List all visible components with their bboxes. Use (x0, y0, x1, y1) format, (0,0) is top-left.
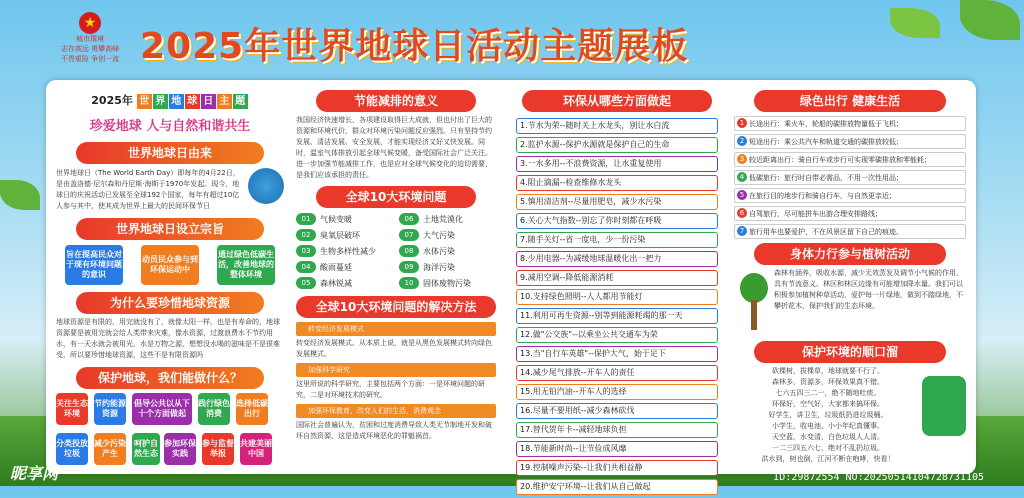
problem-label: 土地荒漠化 (423, 214, 463, 224)
action-chip: 参与监督举报 (202, 433, 234, 465)
rhyme-line: 森林多，资源多，环保效果真不错。 (772, 378, 884, 386)
problem-label: 酸雨蔓延 (320, 262, 352, 272)
party-logo (60, 12, 120, 72)
goal-chip: 旨在提高民众对于现有环境问题的意识 (65, 245, 123, 285)
action-chip: 践行绿色消费 (198, 393, 230, 425)
protection-item: 6.关心大气指数--别忘了你时刻都在呼吸 (516, 213, 718, 229)
problem-label: 大气污染 (423, 230, 455, 240)
green-travel-text: 短途出行：乘公共汽车和轨道交通的碳排放较低； (749, 138, 903, 146)
green-travel-text: 较近距离出行：骑自行车或步行可实现零碳排放和零能耗； (749, 156, 931, 164)
protection-item: 17.替代贺年卡--减轻地球负担 (516, 422, 718, 438)
page-title: 2025年世界地球日活动主题展板 (140, 26, 689, 67)
protection-item: 9.减用空调--降低能源消耗 (516, 270, 718, 286)
problem-item (296, 243, 393, 259)
rhyme-line: 好学生，讲卫生，垃圾纸扔进垃圾桶。 (768, 411, 888, 419)
green-travel-item (734, 134, 966, 149)
problem-number: 08 (399, 245, 419, 257)
goal-chip: 通过绿色低碳生活，改善地球的整体环境 (217, 245, 275, 285)
section-title: 全球10大环境问题 (316, 186, 476, 208)
green-travel-item (734, 188, 966, 203)
problem-number: 05 (296, 277, 316, 289)
problem-number: 04 (296, 261, 316, 273)
protection-item: 7.随手关灯--省一度电，少一份污染 (516, 232, 718, 248)
green-travel-text: 自驾旅行，尽可能拼车出游合理安排路线； (749, 210, 882, 218)
energy-text: 我国经济快速增长，各项建设取得巨大成就，但也付出了巨大的资源和环境代价，群众对环境污染问题反应强烈。只有坚持节约发展、清洁发展、安全发展，才能实现经济又好又快发展。同时，温室气体排放引起全球气候变暖，备受国际社会广泛关注。进一步加强节能减排工作，也是应对全球气候变化的迫切需要，是我们应该承担的责任。 (296, 116, 492, 179)
column-protection (516, 80, 718, 498)
protection-item: 12.做"公交族"--以乘坐公共交通车为荣 (516, 327, 718, 343)
date-title-char: 主 (217, 94, 232, 109)
globe-icon (248, 168, 284, 204)
origin-text: 世界地球日（The World Earth Day）即每年的4月22日，是由盖洛德·尼尔森和丹尼斯·海斯于1970年发起。现今，地球日的庆祝活动已发展至全球192个国家，每年有超过10亿人参与其中，使其成为世界上最大的民间环保节日 (56, 169, 240, 210)
solution-text: 这里所说的科学研究，主要包括两个方面：一是环境问题的研究，二是对环境技术的研究。 (296, 380, 485, 399)
problem-item (399, 243, 496, 259)
section-title: 世界地球日设立宗旨 (76, 218, 264, 240)
protection-item: 13.当"自行车英雄"--保护大气，始于足下 (516, 346, 718, 362)
problem-item (399, 211, 496, 227)
theme-slogan: 珍爱地球 人与自然和谐共生 (89, 119, 251, 134)
protection-item: 11.利用可再生资源--别等到能源耗竭的那一天 (516, 308, 718, 324)
rhyme-line: 砍棵树，拔棵草，地球就要不行了。 (772, 367, 884, 375)
date-title-char: 题 (233, 94, 248, 109)
solution-text: 国际社会普遍认为，贫困和过度消费导致人类无节制地开发和破坏自然资源，这是造成环境恶化的罪魁祸首。 (296, 421, 492, 440)
section-title: 世界地球日由来 (76, 142, 264, 164)
problem-number: 09 (399, 261, 419, 273)
rhyme-line: 一二三四五六七，绝对不乱扔垃圾。 (772, 444, 884, 452)
problem-item (296, 275, 393, 291)
protection-item: 2.监护水源--保护水源就是保护自己的生命 (516, 137, 718, 153)
protection-item: 3.一水多用--不浪费资源，让水重复使用 (516, 156, 718, 172)
action-grid (56, 393, 284, 473)
action-chip: 关注生态环境 (56, 393, 88, 425)
section-title: 全球10大环境问题的解决方法 (296, 296, 496, 318)
column-origin (56, 80, 284, 473)
item-number-icon: 6 (737, 208, 747, 218)
solution-title: 加强环保教育，改变人们的生活、消费观念 (296, 404, 496, 418)
date-title-char: 世 (137, 94, 152, 109)
logo-slogan: 志存高远 勇攀高峰 (60, 45, 120, 53)
goal-chip: 动员民众参与到环保运动中 (141, 245, 199, 285)
rhyme-list (734, 366, 922, 465)
problem-item (399, 275, 496, 291)
green-travel-list (734, 116, 966, 239)
star-icon: ★ (79, 12, 101, 34)
green-travel-text: 旅行用车也要爱护，不在风景区留下自己的痕迹。 (749, 228, 903, 236)
green-travel-item (734, 116, 966, 131)
problem-label: 生物多样性减少 (320, 246, 376, 256)
item-number-icon: 3 (737, 154, 747, 164)
problem-number: 10 (399, 277, 419, 289)
date-title (56, 92, 284, 109)
problem-label: 森林锐减 (320, 278, 352, 288)
problem-label: 海洋污染 (423, 262, 455, 272)
protection-item: 18.节能新时尚--让节俭成风靡 (516, 441, 718, 457)
item-number-icon: 5 (737, 190, 747, 200)
date-title-char: 界 (153, 94, 168, 109)
action-chip: 参加环保实践 (164, 433, 196, 465)
section-title: 为什么要珍惜地球资源 (76, 292, 264, 314)
rhyme-line: 七六五四三二一，绝不随地吐痰。 (775, 389, 881, 397)
section-title: 节能减排的意义 (316, 90, 476, 112)
green-travel-text: 在旅行目的地步行和骑自行车，与自然更亲近； (749, 192, 896, 200)
image-id: ID:29872554 NO:20250514104728731105 (773, 472, 984, 483)
rhyme-line: 环保好，空气好，大家都来搞环保。 (772, 400, 884, 408)
section-title: 环保从哪些方面做起 (522, 90, 712, 112)
problem-label: 水体污染 (423, 246, 455, 256)
rhyme-line: 小学生，收电池，小小年纪真懂事。 (772, 422, 884, 430)
logo-slogan: 不畏艰险 争创一流 (60, 55, 120, 63)
item-number-icon: 2 (737, 136, 747, 146)
action-chip: 减少污染产生 (94, 433, 126, 465)
item-number-icon: 7 (737, 226, 747, 236)
section-title: 绿色出行 健康生活 (754, 90, 946, 112)
action-chip: 节约能源资源 (94, 393, 126, 425)
problem-label: 固体废物污染 (423, 278, 471, 288)
action-chip: 呵护自然生态 (132, 433, 160, 465)
problems-list (296, 211, 496, 291)
green-travel-text: 长途出行：乘火车，轮船的碳排放物量低于飞机； (749, 120, 903, 128)
resources-text: 地球资源是有限的，用完就没有了，就像太阳一样，也是有寿命的，地球资源要是被用完就会给人类带来灾难，像水资源，过渡浪费水不节约用水，有一天水就会被用光，水是万物之源，想想没水喝的滋味是不是很难受，所以要珍惜地球资源，这些不是有限资源吗 (56, 318, 280, 359)
problem-item (399, 259, 496, 275)
problem-label: 臭氧层破坏 (320, 230, 360, 240)
problem-item (296, 259, 393, 275)
action-chip: 倡导公共以从下十个方面做起 (132, 393, 192, 425)
protection-item: 4.阻止滴漏--检查维修水龙头 (516, 175, 718, 191)
action-chip: 分类投放垃圾 (56, 433, 88, 465)
rhyme-line: 洪水到，树也倒，江河不断在咆哮，快看！ (761, 455, 895, 463)
date-title-char: 地 (169, 94, 184, 109)
date-title-char: 球 (185, 94, 200, 109)
problem-item (296, 211, 393, 227)
green-travel-item (734, 170, 966, 185)
problem-item (399, 227, 496, 243)
protection-list (516, 118, 718, 495)
protection-item: 10.支持绿色照明--人人都用节能灯 (516, 289, 718, 305)
item-number-icon: 4 (737, 172, 747, 182)
problem-number: 02 (296, 229, 316, 241)
section-title: 保护环境的顺口溜 (754, 341, 946, 363)
tree-illustration (734, 268, 774, 338)
protection-item: 5.慎用清洁剂--尽量用肥皂，减少水污染 (516, 194, 718, 210)
date-title-prefix: 2025年 (91, 94, 133, 107)
leaf-decoration (960, 0, 1020, 40)
action-chip: 选择低碳出行 (236, 393, 268, 425)
date-title-chars (137, 94, 249, 107)
section-title: 身体力行参与植树活动 (754, 243, 946, 265)
solution-title: 加强科学研究 (296, 363, 496, 377)
protection-item: 19.控制噪声污染--让我们共相益静 (516, 460, 718, 476)
protection-item: 15.用无铅汽油--开车人的选择 (516, 384, 718, 400)
green-travel-item (734, 152, 966, 167)
green-travel-item (734, 206, 966, 221)
green-travel-text: 低碳旅行：旅行时自带必需品，不用一次性用品； (749, 174, 903, 182)
problem-item (296, 227, 393, 243)
protection-item: 20.维护安宁环境--让我们从自己做起 (516, 479, 718, 495)
recycle-bin-icon (922, 376, 966, 436)
column-energy (296, 80, 496, 442)
problem-label: 气候变暖 (320, 214, 352, 224)
section-title: 保护地球，我们能做什么？ (76, 367, 264, 389)
rhyme-line: 天空蓝，水变清，白色垃圾人人清。 (772, 433, 884, 441)
problem-number: 03 (296, 245, 316, 257)
solution-title: 转变经济发展模式 (296, 322, 496, 336)
solution-text: 转变经济发展模式。从本质上说，就是从黑色发展模式转向绿色发展模式。 (296, 339, 492, 358)
date-title-char: 日 (201, 94, 216, 109)
protection-item: 16.尽量不要用纸--减少森林砍伐 (516, 403, 718, 419)
protection-item: 14.减少尾气排放--开车人的责任 (516, 365, 718, 381)
protection-item: 8.少用电器--为减缓地球温暖化出一把力 (516, 251, 718, 267)
action-chip: 共建美丽中国 (240, 433, 272, 465)
problem-number: 07 (399, 229, 419, 241)
planting-text: 森林有涵养，吸收水源，减少无效蒸发及调节小气候的作用，具有节流意义。林区和林区边缘有可能增加降水量。我们可以积极参加植树种草活动，爱护每一片绿地，做到不踏绿地，不攀折花木，保护我们的生态环境。 (774, 269, 963, 310)
protection-item: 1.节水为荣--随时关上水龙头，别让水白流 (516, 118, 718, 134)
item-number-icon: 1 (737, 118, 747, 128)
logo-text: 城市環境 (76, 35, 104, 43)
column-green (734, 80, 966, 465)
leaf-decoration (890, 8, 940, 38)
problem-number: 01 (296, 213, 316, 225)
watermark: 昵享网 (10, 464, 59, 483)
leaf-decoration (0, 180, 40, 210)
green-travel-item (734, 224, 966, 239)
problem-number: 06 (399, 213, 419, 225)
